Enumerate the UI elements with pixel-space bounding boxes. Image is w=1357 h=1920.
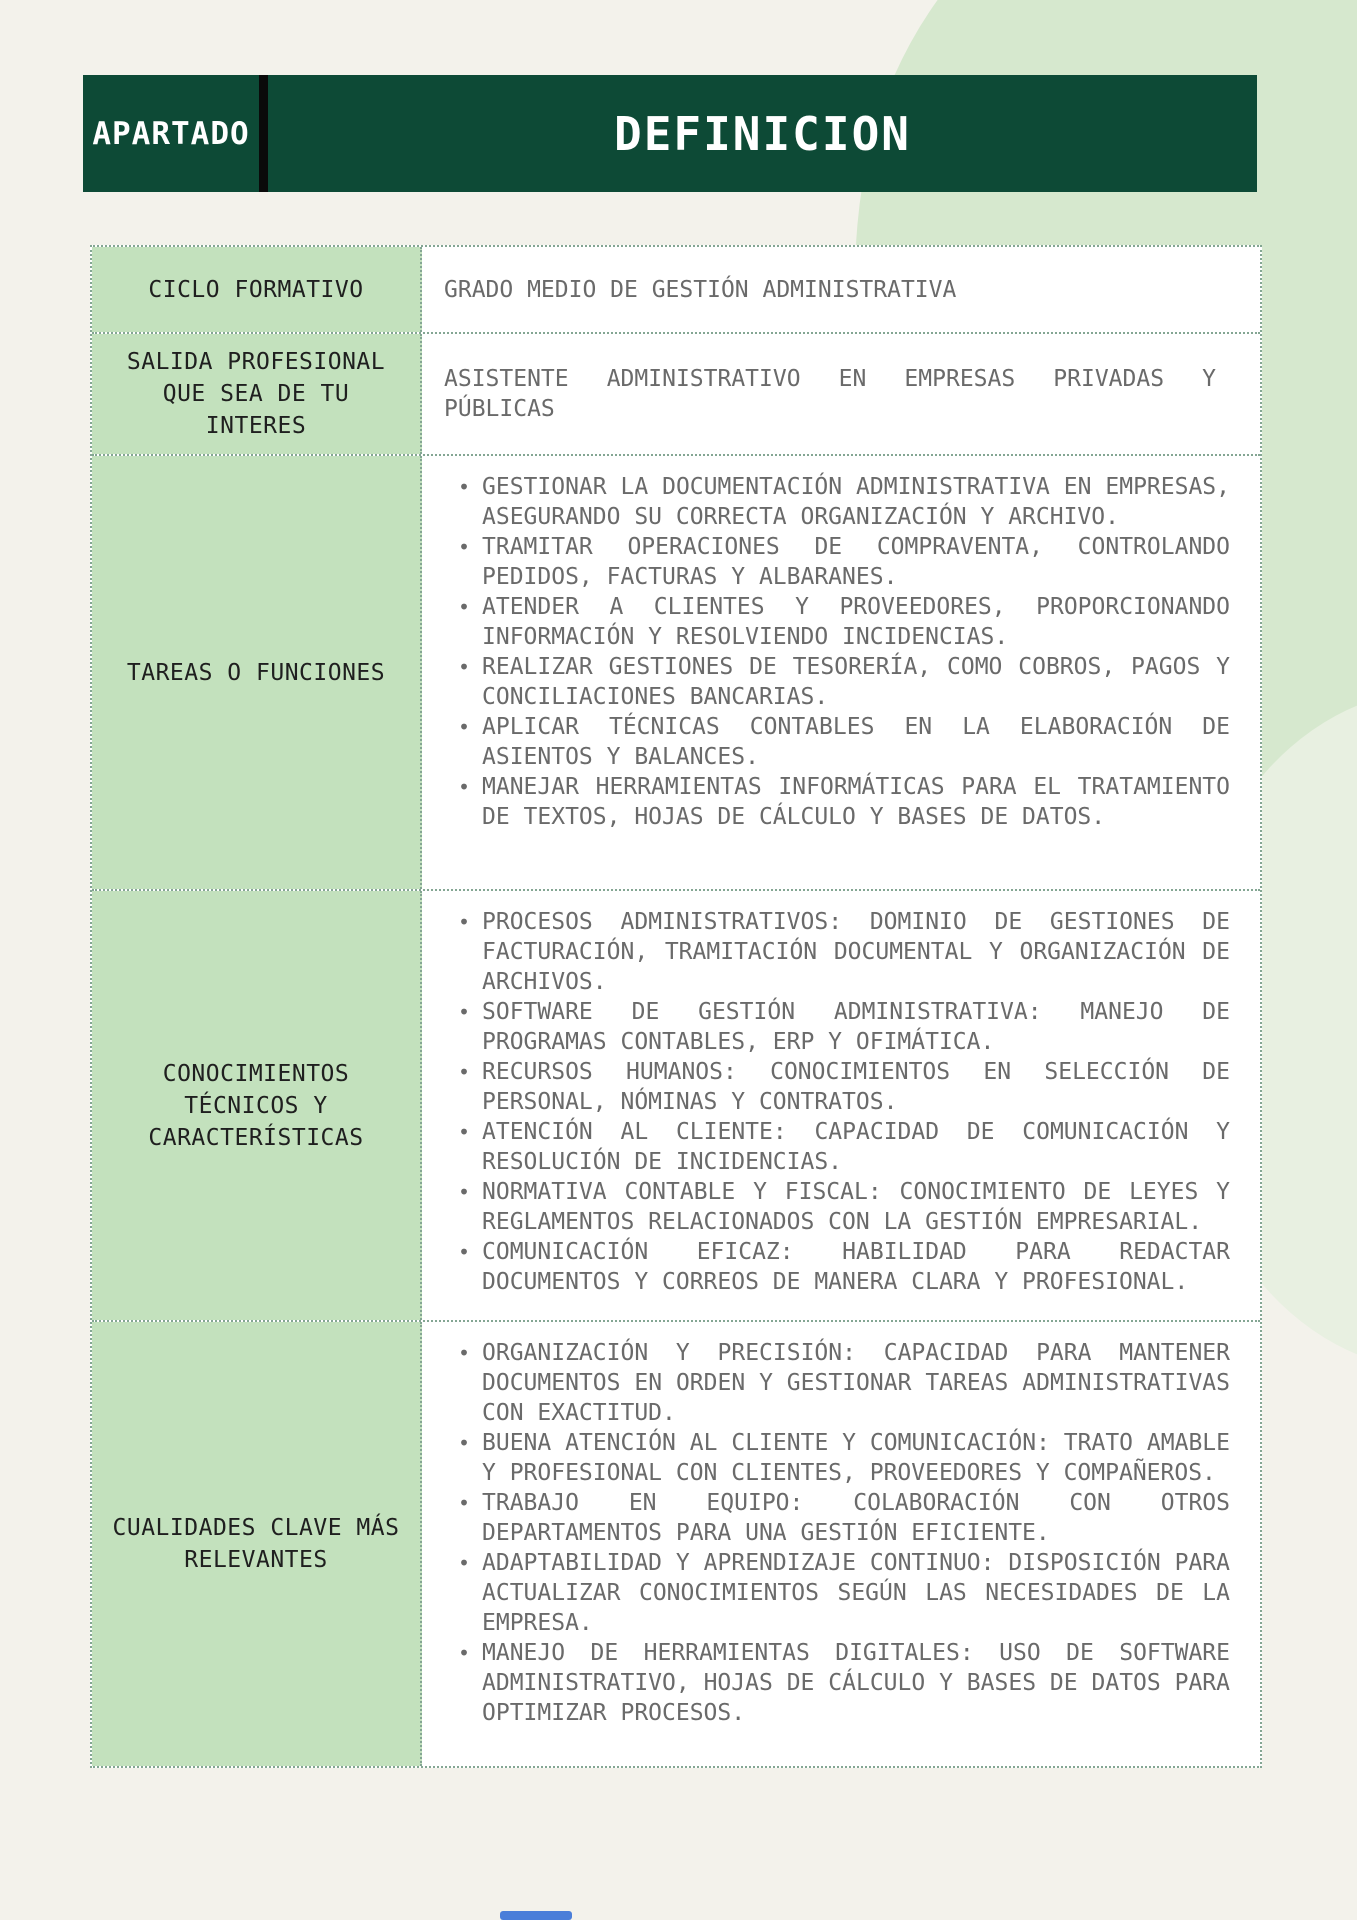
- row-label: CICLO FORMATIVO: [92, 247, 422, 332]
- title-definicion: DEFINICION: [268, 75, 1257, 192]
- bullet-item: • ADAPTABILIDAD Y APRENDIZAJE CONTINUO: DISPOSICIÓN PARA ACTUALIZAR CONOCIMIENTOS SEGÚN LAS NECESIDADES DE LA EMPRESA.: [450, 1548, 1230, 1638]
- row-text: GRADO MEDIO DE GESTIÓN ADMINISTRATIVA: [444, 276, 957, 303]
- table-row-salida-profesional: [92, 334, 1260, 456]
- bullet-item: • APLICAR TÉCNICAS CONTABLES EN LA ELABORACIÓN DE ASIENTOS Y BALANCES.: [450, 712, 1230, 772]
- bullet-item: • PROCESOS ADMINISTRATIVOS: DOMINIO DE GESTIONES DE FACTURACIÓN, TRAMITACIÓN DOCUMENTAL Y ORGANIZACIÓN DE ARCHIVOS.: [450, 907, 1230, 997]
- bullet-item: • NORMATIVA CONTABLE Y FISCAL: CONOCIMIENTO DE LEYES Y REGLAMENTOS RELACIONADOS CON LA GESTIÓN EMPRESARIAL.: [450, 1177, 1230, 1237]
- row-label: CONOCIMIENTOS TÉCNICOS Y CARACTERÍSTICAS: [92, 891, 422, 1320]
- bullet-list: [450, 472, 1230, 832]
- row-content: [422, 1322, 1260, 1766]
- row-label: TAREAS O FUNCIONES: [92, 456, 422, 889]
- title-bar: [83, 75, 1257, 192]
- bullet-item: • BUENA ATENCIÓN AL CLIENTE Y COMUNICACIÓN: TRATO AMABLE Y PROFESIONAL CON CLIENTES, PROVEEDORES Y COMPAÑEROS.: [450, 1428, 1230, 1488]
- bullet-list: [450, 1338, 1230, 1728]
- bullet-item: • ATENCIÓN AL CLIENTE: CAPACIDAD DE COMUNICACIÓN Y RESOLUCIÓN DE INCIDENCIAS.: [450, 1117, 1230, 1177]
- row-label: CUALIDADES CLAVE MÁS RELEVANTES: [92, 1322, 422, 1766]
- definition-table: [90, 245, 1262, 1768]
- row-content: [422, 247, 1260, 332]
- bullet-item: • TRABAJO EN EQUIPO: COLABORACIÓN CON OTROS DEPARTAMENTOS PARA UNA GESTIÓN EFICIENTE.: [450, 1488, 1230, 1548]
- bullet-item: • ORGANIZACIÓN Y PRECISIÓN: CAPACIDAD PARA MANTENER DOCUMENTOS EN ORDEN Y GESTIONAR TAREAS ADMINISTRATIVAS CON EXACTITUD.: [450, 1338, 1230, 1428]
- table-row-tareas-funciones: [92, 456, 1260, 891]
- title-divider: [259, 75, 268, 192]
- row-label: SALIDA PROFESIONAL QUE SEA DE TU INTERES: [92, 334, 422, 454]
- bullet-item: • RECURSOS HUMANOS: CONOCIMIENTOS EN SELECCIÓN DE PERSONAL, NÓMINAS Y CONTRATOS.: [450, 1057, 1230, 1117]
- row-content: [422, 334, 1260, 454]
- row-text: ASISTENTE ADMINISTRATIVO EN EMPRESAS PRIVADAS Y PÚBLICAS: [444, 366, 1216, 422]
- table-row-conocimientos: [92, 891, 1260, 1322]
- bullet-item: • TRAMITAR OPERACIONES DE COMPRAVENTA, CONTROLANDO PEDIDOS, FACTURAS Y ALBARANES.: [450, 532, 1230, 592]
- bullet-item: • MANEJO DE HERRAMIENTAS DIGITALES: USO DE SOFTWARE ADMINISTRATIVO, HOJAS DE CÁLCULO Y BASES DE DATOS PARA OPTIMIZAR PROCESOS.: [450, 1638, 1230, 1728]
- bullet-item: • ATENDER A CLIENTES Y PROVEEDORES, PROPORCIONANDO INFORMACIÓN Y RESOLVIENDO INCIDENCIAS.: [450, 592, 1230, 652]
- bullet-item: • MANEJAR HERRAMIENTAS INFORMÁTICAS PARA EL TRATAMIENTO DE TEXTOS, HOJAS DE CÁLCULO Y BASES DE DATOS.: [450, 772, 1230, 832]
- bullet-item: • GESTIONAR LA DOCUMENTACIÓN ADMINISTRATIVA EN EMPRESAS, ASEGURANDO SU CORRECTA ORGANIZACIÓN Y ARCHIVO.: [450, 472, 1230, 532]
- bullet-item: • SOFTWARE DE GESTIÓN ADMINISTRATIVA: MANEJO DE PROGRAMAS CONTABLES, ERP Y OFIMÁTICA.: [450, 997, 1230, 1057]
- row-content: [422, 456, 1260, 889]
- bullet-list: [450, 907, 1230, 1297]
- row-content: [422, 891, 1260, 1320]
- table-row-cualidades: [92, 1322, 1260, 1766]
- title-apartado: APARTADO: [83, 75, 259, 192]
- table-row-ciclo-formativo: [92, 247, 1260, 334]
- bullet-item: • REALIZAR GESTIONES DE TESORERÍA, COMO COBROS, PAGOS Y CONCILIACIONES BANCARIAS.: [450, 652, 1230, 712]
- bottom-edge-decoration: [500, 1911, 572, 1920]
- bullet-item: • COMUNICACIÓN EFICAZ: HABILIDAD PARA REDACTAR DOCUMENTOS Y CORREOS DE MANERA CLARA Y PROFESIONAL.: [450, 1237, 1230, 1297]
